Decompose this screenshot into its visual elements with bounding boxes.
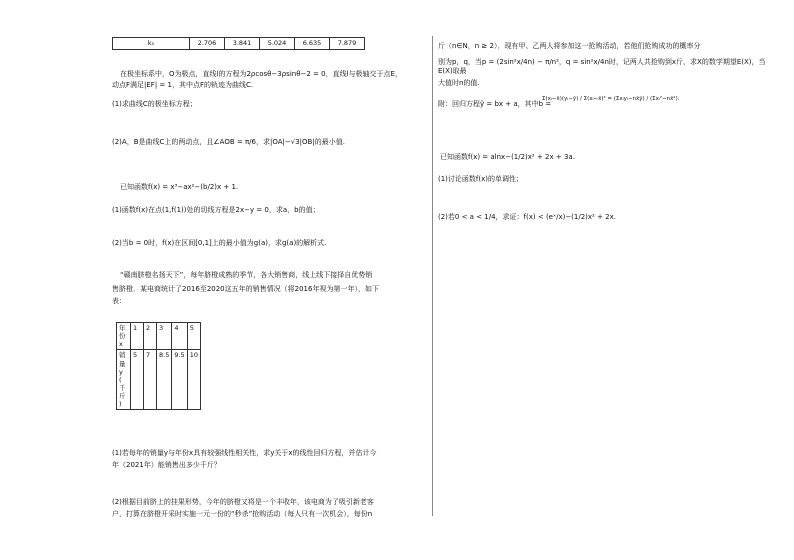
orange-question-part1-cont: 年（2021年）能销售出多少千斤？ [112,461,221,469]
table-row-header: 年 份 x [117,323,131,350]
k-header: k₀ [113,38,190,50]
orange-question-continued: 大值时n的值. [438,79,480,87]
k-value: 3.841 [225,38,260,50]
polar-question-part1: (1)求曲线C的极坐标方程； [112,100,197,108]
table-cell: 4 [172,323,187,350]
orange-question-intro: “赣南脐橙名扬天下”，每年脐橙成熟的季节，各大销售商，线上线下接择自优势销 [120,271,373,279]
k-value: 5.024 [260,38,295,50]
log-function-question-part2: (2)若0 < a < 1/4，求证：f(x) < (eˣ/x)−(1/2)x² + 2x. [438,213,616,221]
orange-question-intro-cont: 表： [112,297,126,305]
table-cell: 3 [157,323,172,350]
critical-value-table [112,37,365,50]
polar-question-intro: 在极坐标系中，O为极点，直线l的方程为2ρcosθ−3ρsinθ−2 = 0，直线l与极轴交于点E， [120,70,402,78]
orange-question-part1: (1)若每年的销量y与年份x具有较强线性相关性，求y关于x的线性回归方程，并估计今 [112,449,377,457]
column-divider [432,36,433,516]
table-cell: 10 [187,350,200,410]
k-value: 2.706 [190,38,225,50]
orange-question-continued: 别为p，q，当p = (2sin²x/4n) − π/n²，q = sin²x/4n时，记两人共抢购到x斤，求X的数学期望E(X)，当E(X)取最 [438,58,766,75]
function-question-intro: 已知函数f(x) = x³−ax²−(b/2)x + 1. [120,183,239,191]
table-cell: 8.5 [157,350,172,410]
table-cell: 7 [144,350,157,410]
table-cell: 5 [131,350,144,410]
regression-formula: Σ(xᵢ−x̄)(yᵢ−ȳ) / Σ(xᵢ−x̄)² = (Σxᵢyᵢ−nx̄ȳ) / (Σxᵢ²−nx̄²). [542,96,680,102]
orange-question-part2: (2)根据目前脐上的挂果形势，今年的脐橙又将是一个丰收年，该电商为了吸引新老客 [112,498,374,506]
table-cell: 1 [131,323,144,350]
log-function-question-part1: (1)讨论函数f(x)的单调性； [438,175,523,183]
orange-question-continued: 斤（n∈N，n ≥ 2）．现有甲、乙两人将参加这一抢购活动，若他们抢购成功的概率分 [438,42,701,50]
function-question-part1: (1)函数f(x)在点(1,f(1))处的切线方程是2x−y = 0，求a，b的值； [112,206,320,214]
regression-formula-label: 附：回归方程ŷ = bx + a，其中b = [438,100,552,108]
table-row [117,350,201,410]
sales-table [116,322,201,410]
orange-question-intro-cont: 售脐橙．某电商统计了2016至2020这五年的销售情况（将2016年视为第一年），如下 [112,285,379,293]
table-row [117,323,201,350]
k-value: 6.635 [295,38,330,50]
table-row-header: 销 量 y ( 千 斤 ) [117,350,131,410]
table-cell: 2 [144,323,157,350]
table-cell: 9.5 [172,350,187,410]
orange-question-part2-cont: 户，打算在脐橙开采时实施一元一份的“秒杀”抢购活动（每人只有一次机会），每份n [112,510,373,518]
k-value: 7.879 [330,38,365,50]
function-question-part2: (2)当b = 0时，f(x)在区间[0,1]上的最小值为g(a)，求g(a)的解析式. [112,239,327,247]
polar-question-intro-cont: 动点F满足|EF| = 1，其中点F的轨迹为曲线C. [112,81,254,89]
log-function-question-intro: 已知函数f(x) = alnx−(1/2)x² + 2x + 3a. [440,153,575,161]
polar-question-part2: (2)A，B是曲线C上的两动点，且∠AOB = π/6，求|OA|−√3|OB|的最小值. [112,138,345,146]
table-cell: 5 [187,323,200,350]
